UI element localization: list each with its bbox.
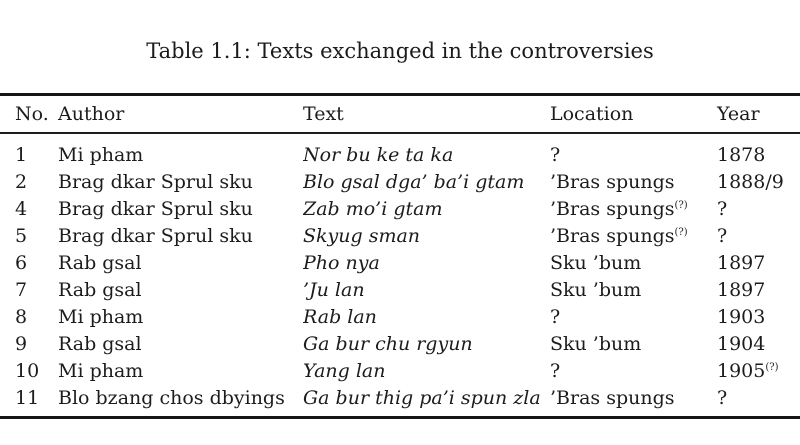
location-value: ’Bras spungs — [550, 225, 675, 247]
table-row — [0, 196, 800, 223]
table-row — [0, 169, 800, 196]
cell-location — [550, 304, 717, 331]
location-value: ’Bras spungs — [550, 198, 675, 220]
cell-year — [717, 385, 796, 412]
cell-year — [717, 304, 796, 331]
cell-author: Brag dkar Sprul sku — [58, 171, 253, 193]
cell-year — [717, 196, 796, 223]
cell-year — [717, 142, 796, 169]
table-row — [0, 331, 800, 358]
cell-number: 7 — [15, 279, 28, 301]
location-value: Sku ’bum — [550, 252, 642, 274]
cell-text: Blo gsal dga’ ba’i gtam — [303, 171, 525, 193]
year-value: 1904 — [717, 333, 766, 355]
year-value: 1903 — [717, 306, 766, 328]
location-value: Sku ’bum — [550, 333, 642, 355]
cell-text: Zab mo’i gtam — [303, 198, 443, 220]
cell-author: Rab gsal — [58, 279, 142, 301]
table-row — [0, 223, 800, 250]
year-value: ? — [717, 198, 728, 220]
location-value: Sku ’bum — [550, 279, 642, 301]
location-value: ’Bras spungs — [550, 171, 675, 193]
cell-text: Ga bur chu rgyun — [303, 333, 473, 355]
cell-location — [550, 169, 717, 196]
cell-location — [550, 196, 717, 223]
column-header-no: No. — [15, 103, 49, 125]
cell-number: 1 — [15, 144, 28, 166]
cell-author: Rab gsal — [58, 333, 142, 355]
cell-author: Brag dkar Sprul sku — [58, 225, 253, 247]
column-header-year: Year — [717, 103, 760, 125]
year-value: 1878 — [717, 144, 766, 166]
table-row — [0, 142, 800, 169]
cell-number: 9 — [15, 333, 28, 355]
cell-year — [717, 223, 796, 250]
cell-number: 11 — [15, 387, 40, 409]
table-caption: Table 1.1: Texts exchanged in the controversies — [146, 39, 654, 63]
location-value: ? — [550, 306, 561, 328]
cell-number: 4 — [15, 198, 28, 220]
column-header-author: Author — [58, 103, 125, 125]
cell-author: Mi pham — [58, 306, 144, 328]
cell-author: Mi pham — [58, 144, 144, 166]
cell-location — [550, 250, 717, 277]
year-value: ? — [717, 225, 728, 247]
cell-text: Nor bu ke ta ka — [303, 144, 454, 166]
cell-year — [717, 331, 796, 358]
cell-text: Pho nya — [303, 252, 380, 274]
year-value: 1897 — [717, 279, 766, 301]
cell-location — [550, 223, 717, 250]
cell-number: 8 — [15, 306, 28, 328]
texts-table — [0, 93, 800, 419]
year-uncertainty-superscript: (?) — [765, 362, 779, 373]
location-value: ? — [550, 144, 561, 166]
location-uncertainty-superscript: (?) — [674, 200, 688, 211]
cell-location — [550, 277, 717, 304]
cell-number: 2 — [15, 171, 28, 193]
column-header-location: Location — [550, 103, 634, 125]
column-header-text: Text — [303, 103, 344, 125]
cell-year — [717, 169, 796, 196]
cell-year — [717, 277, 796, 304]
year-value: 1905 — [717, 360, 766, 382]
location-value: ? — [550, 360, 561, 382]
table-row — [0, 385, 800, 412]
table-row — [0, 358, 800, 385]
cell-location — [550, 358, 717, 385]
year-value: 1888/9 — [717, 171, 784, 193]
cell-location — [550, 331, 717, 358]
cell-text: Ga bur thig pa’i spun zla — [303, 387, 541, 409]
cell-text: Yang lan — [303, 360, 386, 382]
cell-author: Mi pham — [58, 360, 144, 382]
table-header — [0, 93, 800, 134]
table-header-row — [0, 96, 800, 132]
cell-text: Skyug sman — [303, 225, 421, 247]
location-uncertainty-superscript: (?) — [674, 227, 688, 238]
cell-number: 6 — [15, 252, 28, 274]
cell-year — [717, 358, 796, 385]
cell-year — [717, 250, 796, 277]
cell-text: ’Ju lan — [303, 279, 365, 301]
year-value: 1897 — [717, 252, 766, 274]
cell-author: Blo bzang chos dbyings — [58, 387, 285, 409]
cell-number: 5 — [15, 225, 28, 247]
cell-location — [550, 385, 717, 412]
table-row — [0, 277, 800, 304]
year-value: ? — [717, 387, 728, 409]
cell-number: 10 — [15, 360, 40, 382]
cell-author: Rab gsal — [58, 252, 142, 274]
location-value: ’Bras spungs — [550, 387, 675, 409]
table-row — [0, 304, 800, 331]
cell-author: Brag dkar Sprul sku — [58, 198, 253, 220]
cell-text: Rab lan — [303, 306, 377, 328]
table-body — [0, 134, 800, 419]
table-row — [0, 250, 800, 277]
cell-location — [550, 142, 717, 169]
